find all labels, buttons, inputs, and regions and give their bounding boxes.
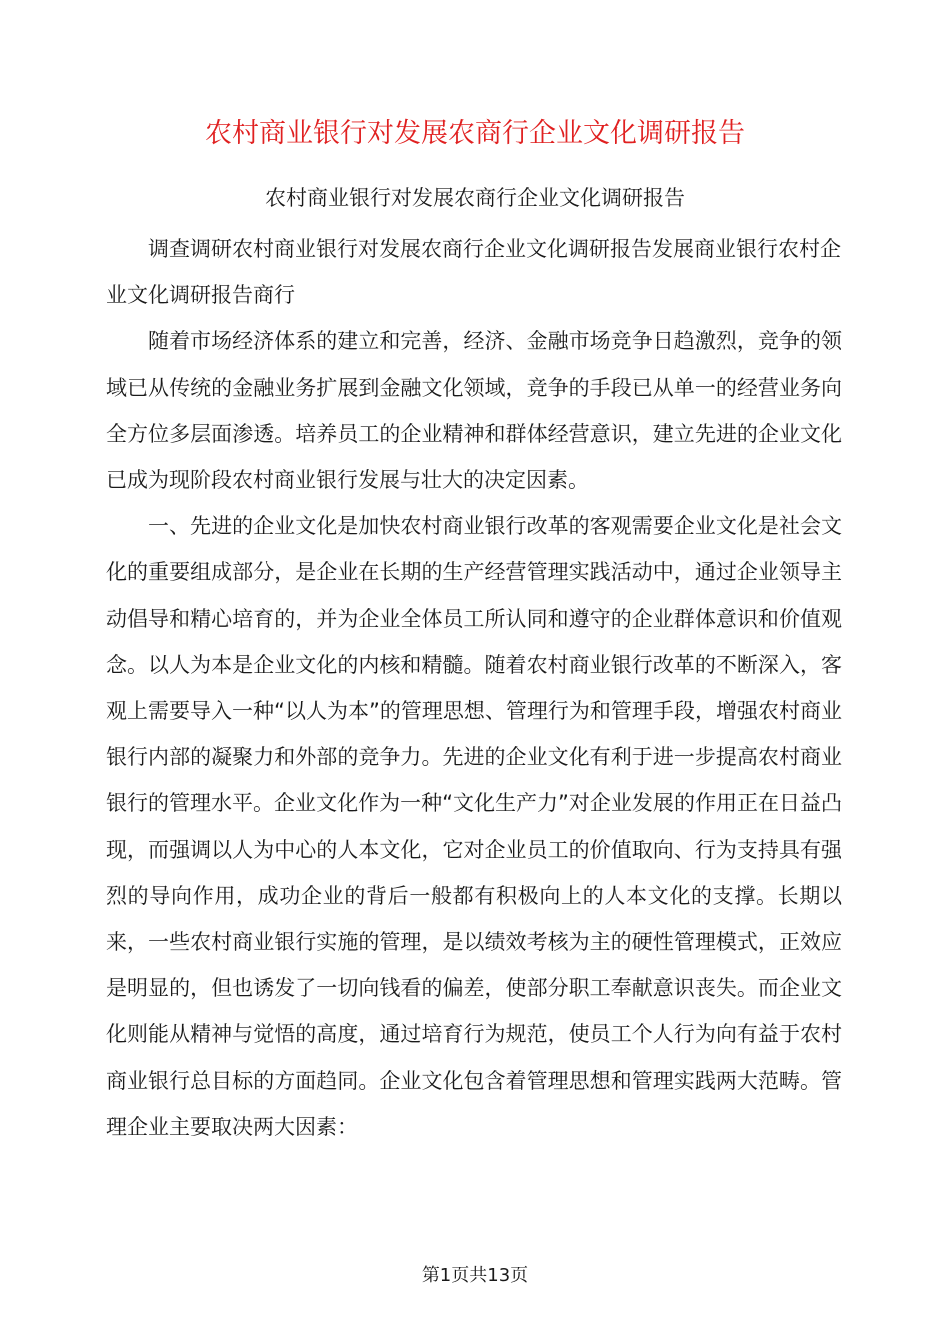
document-subtitle: 农村商业银行对发展农商行企业文化调研报告 <box>265 186 685 210</box>
page-number-footer: 第1页共13页 <box>421 1265 529 1286</box>
section-one-paragraph: 一、先进的企业文化是加快农村商业银行改革的客观需要企业文化是社会文化的重要组成部分，是企业在长期的生产经营管理实践活动中，通过企业领导主动倡导和精心培育的，并为企业全体员工所认同和遵守的企业群体意识和价值观念。以人为本是企业文化的内核和精髓。随着农村商业银行改革的不断深入，客观上需要导入一种“以人为本”的管理思想、管理行为和管理手段，增强农村商业银行内部的凝聚力和外部的竞争力。先进的企业文化有利于进一步提高农村商业银行的管理水平。企业文化作为一种“文化生产力”对企业发展的作用正在日益凸现，而强调以人为中心的人本文化，它对企业员工的价值取向、行为支持具有强烈的导向作用，成功企业的背后一般都有积极向上的人本文化的支撑。长期以来，一些农村商业银行实施的管理，是以绩效考核为主的硬性管理模式，正效应是明显的，但也诱发了一切向钱看的偏差，使部分职工奉献意识丧失。而企业文化则能从精神与觉悟的高度，通过培育行为规范，使员工个人行为向有益于农村商业银行总目标的方面趋同。企业文化包含着管理思想和管理实践两大范畴。管理企业主要取决两大因素： <box>106 514 842 1139</box>
keywords-paragraph: 调查调研农村商业银行对发展农商行企业文化调研报告发展商业银行农村企业文化调研报告商行 <box>106 237 841 308</box>
document-body <box>106 226 842 1150</box>
intro-paragraph: 随着市场经济体系的建立和完善，经济、金融市场竞争日趋激烈，竞争的领域已从传统的金融业务扩展到金融文化领域，竞争的手段已从单一的经营业务向全方位多层面渗透。培养员工的企业精神和群体经营意识，建立先进的企业文化已成为现阶段农村商业银行发展与壮大的决定因素。 <box>106 329 842 493</box>
page-title: 农村商业银行对发展农商行企业文化调研报告 <box>205 118 745 149</box>
